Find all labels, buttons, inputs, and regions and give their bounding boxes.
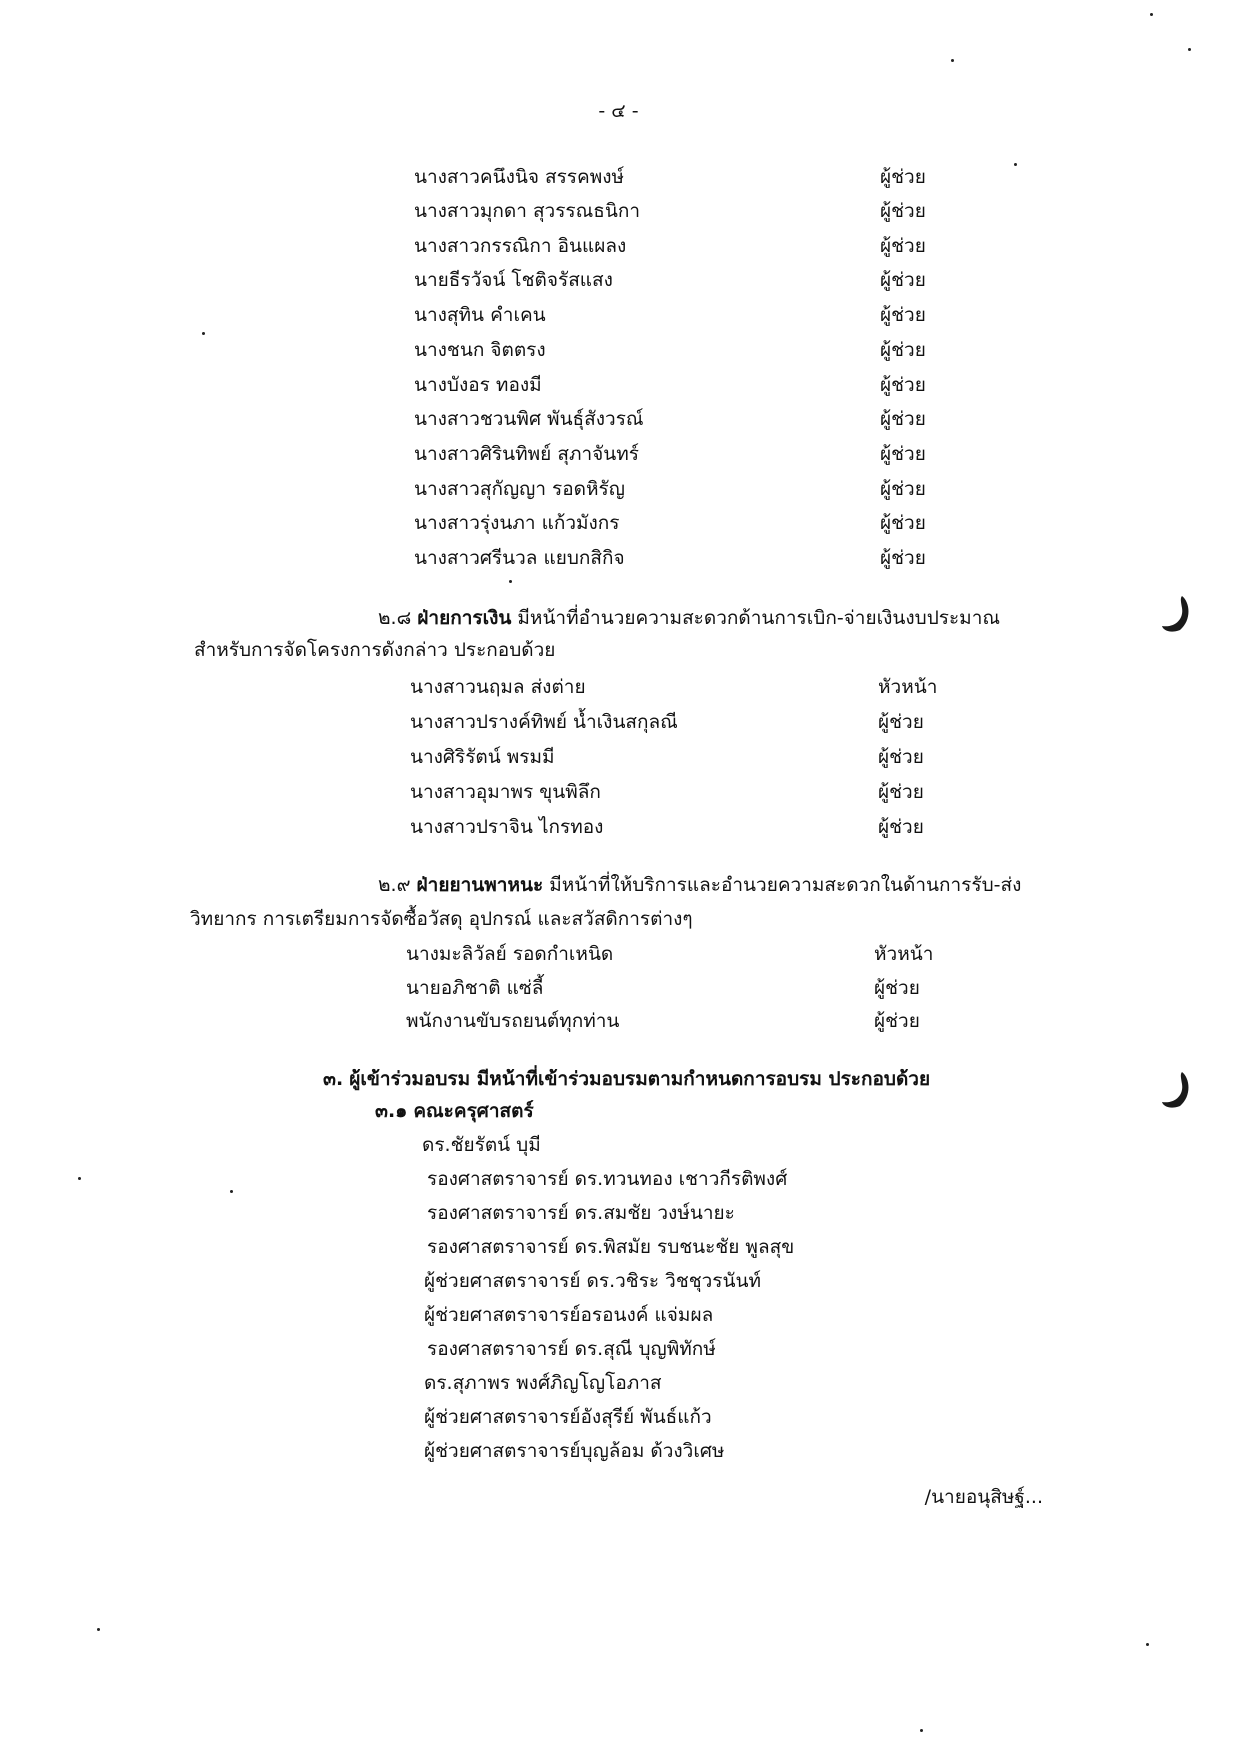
list-item: ผู้ช่วยศาสตราจารย์ ดร.วชิระ วิชชุวรนันท์ — [424, 1270, 761, 1292]
section-3-heading — [323, 1066, 930, 1092]
person-role: ผู้ช่วย — [880, 235, 926, 257]
section-number: ๓. — [323, 1068, 344, 1090]
list-item: ผู้ช่วยศาสตราจารย์อังสุรีย์ พันธ์แก้ว — [424, 1406, 712, 1428]
person-name: นางชนก จิตตรง — [414, 339, 546, 361]
person-name: นางสาวปรางค์ทิพย์ น้ำเงินสกุลณี — [410, 711, 678, 733]
subsection-number: ๓.๑ — [375, 1100, 408, 1122]
scan-speck — [509, 580, 512, 583]
person-role: หัวหน้า — [874, 943, 934, 965]
person-role: ผู้ช่วย — [880, 443, 926, 465]
section-number: ๒.๙ — [378, 874, 411, 896]
section-2-9-line1 — [378, 872, 1021, 898]
person-role: ผู้ช่วย — [880, 166, 926, 188]
person-role: ผู้ช่วย — [878, 781, 924, 803]
list-item: ผู้ช่วยศาสตราจารย์บุญล้อม ด้วงวิเศษ — [424, 1440, 725, 1462]
punch-hole-mark — [1160, 1070, 1194, 1110]
section-description: มีหน้าที่อำนวยความสะดวกด้านการเบิก-จ่ายเงินงบประมาณ — [511, 607, 1000, 629]
section-2-9-line2: วิทยากร การเตรียมการจัดซื้อวัสดุ อุปกรณ์ และสวัสดิการต่างๆ — [190, 908, 693, 930]
person-role: ผู้ช่วย — [878, 816, 924, 838]
person-name: นางสาวศิรินทิพย์ สุภาจันทร์ — [414, 443, 639, 465]
scan-speck — [951, 59, 954, 62]
section-title: ผู้เข้าร่วมอบรม — [349, 1068, 471, 1090]
person-role: ผู้ช่วย — [880, 512, 926, 534]
person-name: นางสาวปราจิน ไกรทอง — [410, 816, 604, 838]
person-role: ผู้ช่วย — [878, 711, 924, 733]
list-item: ผู้ช่วยศาสตราจารย์อรอนงค์ แจ่มผล — [424, 1304, 714, 1326]
section-description: มีหน้าที่ให้บริการและอำนวยความสะดวกในด้านการรับ-ส่ง — [543, 874, 1022, 896]
scan-speck — [1150, 13, 1153, 16]
scan-speck — [920, 1729, 923, 1732]
punch-hole-mark — [1160, 594, 1194, 634]
list-item: รองศาสตราจารย์ ดร.ทวนทอง เชาวกีรติพงศ์ — [427, 1168, 788, 1190]
person-name: นางสาวมุกดา สุวรรณธนิกา — [414, 200, 641, 222]
person-name: นางสาวสุกัญญา รอดหิรัญ — [414, 478, 625, 500]
scan-speck — [1014, 163, 1017, 166]
person-name: พนักงานขับรถยนต์ทุกท่าน — [406, 1010, 620, 1032]
person-role: ผู้ช่วย — [880, 408, 926, 430]
page-number: - ๔ - — [598, 100, 639, 122]
scan-speck — [1188, 48, 1191, 51]
person-role: ผู้ช่วย — [880, 478, 926, 500]
person-name: นางสาวรุ่งนภา แก้วมังกร — [414, 512, 620, 534]
list-item: ดร.ชัยรัตน์ บุมี — [422, 1134, 541, 1156]
person-name: นางสาวศรีนวล แยบกสิกิจ — [414, 547, 625, 569]
person-role: หัวหน้า — [878, 676, 938, 698]
scan-speck — [202, 332, 205, 335]
person-role: ผู้ช่วย — [880, 339, 926, 361]
person-name: นางสาวกรรณิกา อินแผลง — [414, 235, 627, 257]
person-name: นางสาวคนึงนิจ สรรคพงษ์ — [414, 166, 625, 188]
section-title: ฝ่ายยานพาหนะ — [416, 874, 544, 896]
list-item: รองศาสตราจารย์ ดร.สมชัย วงษ์นายะ — [427, 1202, 735, 1224]
section-title: ฝ่ายการเงิน — [417, 607, 512, 629]
person-name: นายธีรวัจน์ โชติจรัสแสง — [414, 269, 613, 291]
person-role: ผู้ช่วย — [880, 547, 926, 569]
person-role: ผู้ช่วย — [880, 269, 926, 291]
person-role: ผู้ช่วย — [880, 304, 926, 326]
person-name: นางสาวอุมาพร ขุนพิลึก — [410, 781, 601, 803]
subsection-title: คณะครุศาสตร์ — [413, 1100, 534, 1122]
person-name: นางศิริรัตน์ พรมมี — [410, 746, 555, 768]
list-item: ดร.สุภาพร พงศ์ภิญโญโอภาส — [424, 1372, 662, 1394]
section-2-8-line1 — [378, 605, 1000, 631]
person-name: นางบังอร ทองมี — [414, 374, 542, 396]
person-role: ผู้ช่วย — [880, 374, 926, 396]
list-item: รองศาสตราจารย์ ดร.พิสมัย รบชนะชัย พูลสุข — [427, 1236, 795, 1258]
person-role: ผู้ช่วย — [880, 200, 926, 222]
scan-speck — [97, 1628, 100, 1631]
person-name: นางมะลิวัลย์ รอดกำเหนิด — [406, 943, 614, 965]
scan-speck — [1146, 1643, 1149, 1646]
continuation-note: /นายอนุสิษฐ์... — [924, 1486, 1043, 1508]
list-item: รองศาสตราจารย์ ดร.สุณี บุญพิทักษ์ — [427, 1338, 716, 1360]
scan-speck — [78, 1177, 81, 1180]
section-description: มีหน้าที่เข้าร่วมอบรมตามกำหนดการอบรม ประกอบด้วย — [470, 1068, 931, 1090]
person-name: นายอภิชาติ แซ่ลี้ — [406, 977, 544, 999]
person-role: ผู้ช่วย — [874, 1010, 920, 1032]
section-3-1-heading — [375, 1098, 534, 1124]
person-name: นางสาวชวนพิศ พันธุ์สังวรณ์ — [414, 408, 644, 430]
person-role: ผู้ช่วย — [878, 746, 924, 768]
person-role: ผู้ช่วย — [874, 977, 920, 999]
section-number: ๒.๘ — [378, 607, 412, 629]
person-name: นางสาวนฤมล ส่งต่าย — [410, 676, 586, 698]
scan-speck — [230, 1190, 233, 1193]
person-name: นางสุทิน คำเคน — [414, 304, 546, 326]
section-2-8-line2: สำหรับการจัดโครงการดังกล่าว ประกอบด้วย — [194, 639, 556, 661]
